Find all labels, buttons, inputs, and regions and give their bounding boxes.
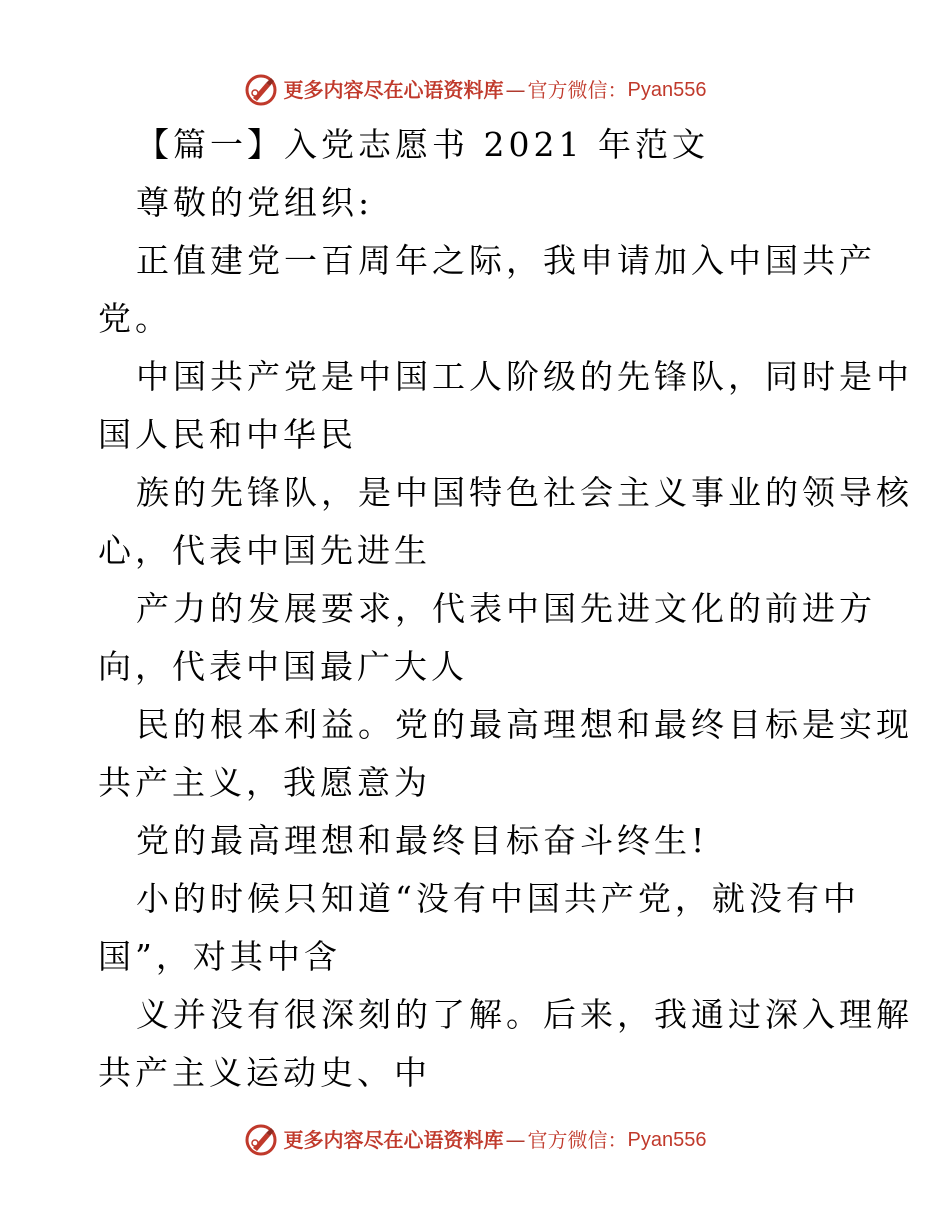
- pen-circle-logo-icon: [244, 73, 278, 107]
- banner-lead-text: 更多内容尽在心语资料库: [283, 78, 504, 102]
- doc-line: 【篇一】入党志愿书 2021 年范文: [136, 125, 709, 164]
- banner-wechat-handle: Pyan556: [627, 1129, 707, 1151]
- footer-banner: [0, 1120, 950, 1160]
- pen-circle-logo-icon: [244, 1123, 278, 1157]
- doc-line: 正值建党一百周年之际，我申请加入中国共产: [136, 241, 876, 280]
- doc-line: 党的最高理想和最终目标奋斗终生!: [136, 821, 709, 860]
- doc-line: 党。: [98, 299, 172, 338]
- doc-line: 民的根本利益。党的最高理想和最终目标是实现: [136, 705, 913, 744]
- header-banner: [0, 70, 950, 110]
- banner-dash: —: [505, 78, 526, 102]
- doc-line: 义并没有很深刻的了解。后来，我通过深入理解: [136, 995, 913, 1034]
- banner-wechat-handle: Pyan556: [627, 79, 707, 101]
- doc-line: 产力的发展要求，代表中国先进文化的前进方: [136, 589, 876, 628]
- doc-line: 国人民和中华民: [98, 415, 357, 454]
- banner-dash: —: [505, 1128, 526, 1152]
- doc-line: 小的时候只知道“没有中国共产党，就没有中: [136, 879, 860, 918]
- banner-wechat-label: 官方微信：: [527, 1128, 628, 1152]
- doc-line: 共产主义运动史、中: [98, 1053, 431, 1092]
- doc-line: 向，代表中国最广大人: [98, 647, 468, 686]
- doc-line: 共产主义，我愿意为: [98, 763, 431, 802]
- banner-lead-text: 更多内容尽在心语资料库: [283, 1128, 504, 1152]
- doc-line: 尊敬的党组织:: [136, 183, 374, 222]
- doc-line: 族的先锋队，是中国特色社会主义事业的领导核: [136, 473, 913, 512]
- doc-line: 中国共产党是中国工人阶级的先锋队，同时是中: [136, 357, 913, 396]
- document-body: [98, 116, 913, 1102]
- doc-line: 国”，对其中含: [98, 937, 341, 976]
- banner-wechat-label: 官方微信：: [527, 78, 628, 102]
- doc-line: 心，代表中国先进生: [98, 531, 431, 570]
